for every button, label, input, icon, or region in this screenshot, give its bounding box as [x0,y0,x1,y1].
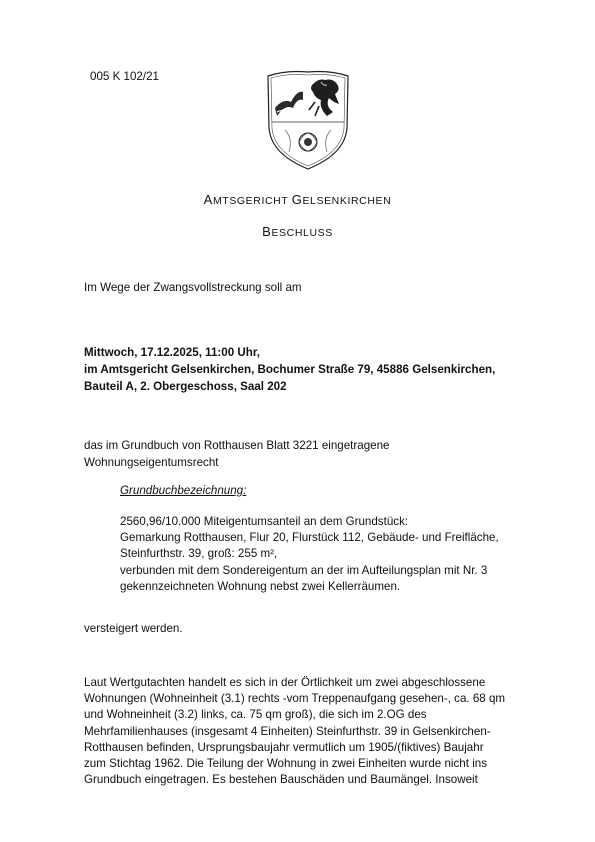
land-register-line: Gemarkung Rotthausen, Flur 20, Flurstück 112, Gebäude- und Freifläche, [120,531,499,545]
appraisal-line: Grundbuch eingetragen. Es bestehen Bauschäden und Baumängel. Insoweit [84,773,478,787]
appraisal-line: Rotthausen befinden, Ursprungsbaujahr vermutlich um 1905/(fiktives) Baujahr [84,740,484,754]
file-number: 005 K 102/21 [90,70,159,83]
document-type-rest: ESCHLUSS [271,227,333,239]
land-register-line: Steinfurthstr. 39, groß: 255 m², [120,547,278,561]
appraisal-paragraph [84,675,505,788]
appointment-block [84,344,495,395]
land-register-line: gekennzeichneten Wohnung nebst zwei Kellerräumen. [120,579,401,593]
appointment-location: im Amtsgericht Gelsenkirchen, Bochumer Straße 79, 45886 Gelsenkirchen, [84,363,496,376]
court-name [0,192,595,207]
coat-of-arms-icon [263,68,353,172]
intro-text: Im Wege der Zwangsvollstreckung soll am [84,281,302,294]
land-register-heading: Grundbuchbezeichnung: [120,484,247,497]
court-name-initial-1: A [203,192,213,207]
document-type-initial: B [262,224,272,239]
appraisal-line: zum Stichtag 1962. Die Teilung der Wohnung in zwei Einheiten wurde nicht ins [84,757,488,771]
land-register-block [120,514,499,595]
court-name-rest-2: ELSENKIRCHEN [302,195,392,207]
appraisal-line: Wohnungen (Wohneinheit (3.1) rechts -vom Treppenaufgang gesehen-, ca. 68 qm [84,692,506,706]
land-register-line: verbunden mit dem Sondereigentum an der im Aufteilungsplan mit Nr. 3 [120,563,488,577]
court-name-initial-2: G [291,192,303,207]
document-type [0,224,595,239]
appraisal-line: und Wohneinheit (3.2) links, ca. 75 qm groß), die sich im 2.OG des [84,708,427,722]
appraisal-line: Laut Wertgutachten handelt es sich in der Örtlichkeit um zwei abgeschlossene [84,676,486,689]
court-name-rest-1: MTSGERICHT [212,195,289,207]
object-line: Wohnungseigentumsrecht [84,455,219,469]
auction-line: versteigert werden. [84,622,183,635]
land-register-line: 2560,96/10.000 Miteigentumsanteil an dem Grundstück: [120,515,409,528]
appointment-room: Bauteil A, 2. Obergeschoss, Saal 202 [84,380,287,393]
object-description [84,438,390,471]
appointment-date: Mittwoch, 17.12.2025, 11:00 Uhr, [84,346,260,359]
object-line: das im Grundbuch von Rotthausen Blatt 3221 eingetragene [84,439,390,452]
appraisal-line: Mehrfamilienhauses (insgesamt 4 Einheiten) Steinfurthstr. 39 in Gelsenkirchen- [84,724,491,738]
